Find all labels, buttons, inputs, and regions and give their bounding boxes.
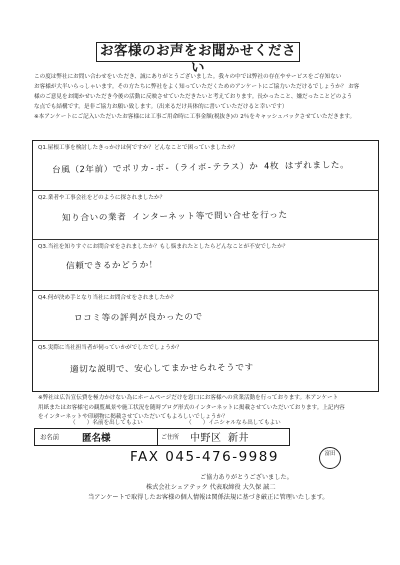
intro-line: この度は弊社にお問い合わせをいただき、誠にありがとうございました。我々の中では弊社の存在やサービスをご存知ない [34, 74, 342, 80]
name-value: 匿名様 [82, 433, 111, 444]
question-5-answer: 適切な説明で、安心してまかせられそうです [69, 363, 254, 375]
consent-option-name[interactable]: （ ）名前を出してもよい [70, 420, 143, 426]
intro-line: な点でも結構です。是非ご協力お願い致します。（出来るだけ具体的に書いていただけると幸いです） [34, 104, 288, 110]
intro-line: お客様が大半いらっしゃいます。その方たちに弊社をよく知っていただくためのアンケートにご協力いただけるでしょうか？ お客 [34, 84, 360, 90]
address-value: 中野区 新井 [190, 433, 250, 444]
name-divider [157, 428, 158, 446]
company-stamp [319, 447, 341, 469]
question-divider [33, 290, 378, 291]
question-divider [33, 190, 378, 191]
question-3-answer: 信頼できるかどうか！ [65, 260, 159, 272]
question-5-label: Q5.実際に当社担当者が伺っていかがでしたでしょうか？ [38, 345, 182, 351]
stamp-text: 富田 [324, 451, 336, 457]
privacy-notice: 当アンケートで取得したお客様の個人情報は関係法規に基づき厳正に管理いたします。 [88, 494, 329, 501]
consent-option-initials[interactable]: （ ）イニシャルなら出してもよい [186, 420, 281, 426]
company-line: 株式会社シェアテック 代表取締役 大久保 誠二 [146, 484, 276, 491]
note-line: ※弊社は広告宣伝費を極力かけない為にホームページだけを窓口にお客様への営業活動を行っております。本アンケート [38, 395, 339, 401]
question-1-label: Q1.屋根工事を検討したきっかけは何ですか？どんなことで困っていましたか？ [38, 145, 238, 151]
question-4-answer: ロコミ等の評判が良かったので [73, 312, 203, 324]
question-4-label: Q4.何が決め手となり当社にお問合せをされましたか？ [38, 295, 177, 301]
question-2-answer: 知り合いの業者 インターネット等で問い合せを行った [61, 210, 288, 224]
address-label: ご住所 [161, 434, 180, 441]
note-line: 用紙またはお客様宅の観覧風景や施工状況を随時ブログ形式のインターネットに掲載させていただいております。上記内容 [38, 404, 345, 411]
question-divider [33, 340, 378, 341]
intro-line: ※本アンケートにご記入いただいたお客様には工事ご用命時に工事金額(税抜き)の 2％をキャッシュバックさせていただきます。 [34, 114, 356, 120]
thanks-text: ご協力ありがとうございました。 [200, 474, 293, 481]
note-line: をインターネットや印刷物に掲載させていただいてもよろしいでしょうか？ [38, 414, 228, 420]
intro-paragraph [34, 72, 370, 122]
fax-number: FAX 045-476-9989 [130, 449, 279, 465]
question-2-label: Q2.業者や工事会社をどのように探されましたか？ [38, 195, 166, 201]
name-label: お名前 [40, 433, 60, 441]
question-1-answer: 台風（2年前）でポリカ-ボ-（ライボ-テラス）か 4枚 はずれました。 [51, 160, 350, 176]
question-3-label: Q3.当社を知りすぐにお問合せをされましたか？もし悩まれたとしたらどんなことが不安でしたか？ [38, 244, 289, 250]
intro-line: 様のご意見をお聞かせいただき今後の活動に反映させていただきたいと考えております。長かったこと、嫌だったことどのよう [34, 94, 353, 100]
question-divider [33, 239, 378, 240]
page-title: お客様のお声をお聞かせください [96, 42, 300, 62]
